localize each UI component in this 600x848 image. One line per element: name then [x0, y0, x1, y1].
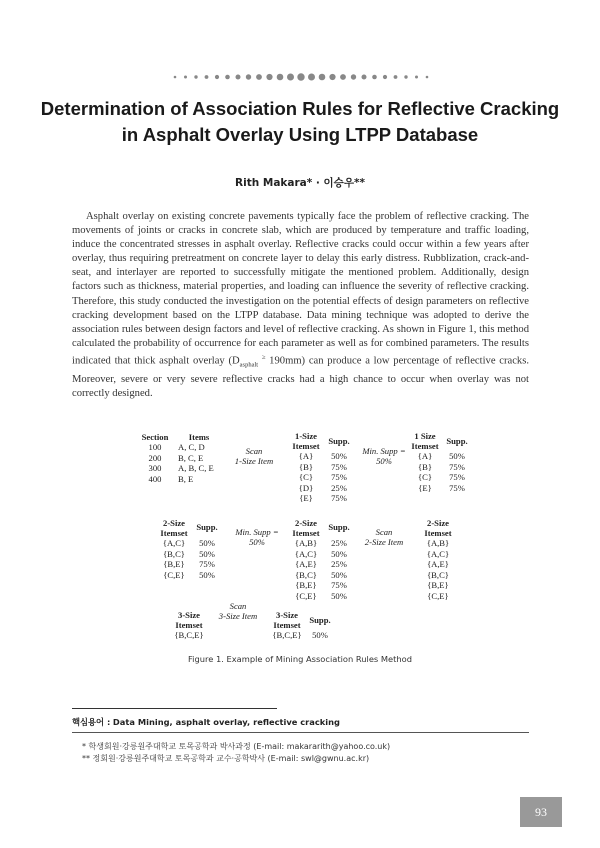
l2-header: 2-Size: [163, 518, 185, 528]
c1-support: 50%: [331, 451, 347, 461]
paper-title: [40, 96, 560, 148]
c2-candidate-itemset: {B,E}: [427, 580, 449, 590]
keywords-label: 핵심용어 :: [72, 717, 111, 727]
scan-label: Scan: [229, 601, 247, 611]
title-line-1: Determination of Association Rules for Reflective Cracking: [40, 98, 560, 119]
c1-header: Itemset: [292, 441, 320, 451]
c2-candidate-itemset: {A,E}: [427, 559, 449, 569]
min-support-label: 50%: [249, 537, 265, 547]
c1-itemset: {C}: [299, 472, 313, 482]
l1-supp-header: Supp.: [446, 436, 468, 446]
dot: [215, 75, 219, 79]
dot: [308, 74, 315, 81]
l1-support: 75%: [449, 482, 465, 493]
dot: [297, 73, 304, 80]
l1-itemset: {A}: [417, 451, 433, 461]
footnote-2: ** 정회원·강릉원주대학교 토목공학과 교수·공학박사 (E-mail: swl@gwnu.ac.kr): [82, 754, 370, 763]
keywords: [72, 716, 340, 728]
l2-supp-header: Supp.: [196, 522, 218, 532]
scan-label: 2-Size Item: [364, 537, 404, 547]
scan-label: 3-Size Item: [218, 611, 258, 621]
dot: [394, 75, 398, 79]
figure-caption: Figure 1. Example of Mining Association Rules Method: [188, 654, 412, 664]
l2-support: 75%: [199, 559, 215, 569]
l2-itemset: {C,E}: [163, 569, 185, 580]
abstract-symbol: ≥: [261, 353, 266, 361]
dot: [340, 74, 346, 80]
db-items-cell: B, E: [178, 473, 194, 484]
c2-itemset: {A,B}: [294, 538, 318, 548]
c2-support: 25%: [331, 559, 347, 569]
c1-support: 75%: [331, 461, 347, 472]
db-items-cell: A, C, D: [178, 442, 205, 452]
dot: [415, 76, 418, 79]
c1-support: 25%: [331, 482, 347, 493]
l1-itemset: {E}: [418, 482, 432, 493]
c3-itemset: {B,C,E}: [174, 630, 204, 640]
abstract-text-1: Asphalt overlay on existing concrete pavements typically face the problem of reflective cracking. The movements of joints or cracks in concrete slab, which are produced by temperature and traffic loading, induce the concentrated stresses in asphalt overlay. Reflective cracks could occur within a few years after overlay, thus requiring pretreatment on concrete layer to delay this early distress. Rubblization, crack-and-seat, and interlayer are reported to successfully mitigate the mentioned problem. Additionally, design factors such as thickness, material properties, and loading can influence the severity of reflective cracking. Therefore, this study conducted the investigation on the potential effects of design parameters on reflective cracking development based on the LTPP database. Data mining technique was adopted to derive the association rules between design factors and level of reflective cracking. As shown in Figure 1, this method calculated the probability of occurrence for each parameter as well as for combined parameters. The results indicated that thick asphalt overlay (D: [72, 211, 529, 367]
c2-candidate-itemset: {A,B}: [426, 538, 450, 548]
dot: [256, 74, 262, 80]
decorative-dot-row: [170, 72, 432, 82]
dot: [329, 74, 335, 80]
dot: [174, 76, 177, 79]
c3-header: 3-Size: [178, 610, 200, 620]
c2-support: 50%: [331, 590, 347, 601]
dot: [277, 74, 284, 81]
abstract-text-2: 190mm) can produce a low percentage of reflective cracks. Moreover, severe or very severe reflective cracks had a high chance to occur when overlay was not correctly designed.: [72, 355, 529, 399]
c2-itemset: {A,E}: [295, 559, 317, 569]
dot: [184, 76, 187, 79]
c1-supp-header: Supp.: [328, 436, 350, 446]
dot: [225, 75, 230, 80]
scan-label: Scan: [245, 446, 263, 456]
title-line-2: in Asphalt Overlay Using LTPP Database: [121, 124, 479, 145]
footnote-rule: [72, 732, 529, 733]
c1-itemset: {D}: [298, 482, 314, 493]
l2-support: 50%: [199, 569, 215, 580]
l1-support: 75%: [449, 461, 465, 472]
c2-itemset: {C,E}: [295, 590, 317, 601]
dot: [246, 74, 251, 79]
c1-header: 1-Size: [295, 431, 317, 441]
db-items-cell: A, B, C, E: [178, 463, 214, 473]
dot: [426, 76, 429, 79]
c2-support: 75%: [331, 580, 347, 590]
dot: [266, 74, 272, 80]
db-section-cell: 100: [148, 442, 162, 452]
c1-itemset: {E}: [299, 493, 313, 503]
l1-itemset: {B}: [418, 461, 432, 472]
dot: [351, 74, 356, 79]
footnote-1: * 학생회원·강릉원주대학교 토목공학과 박사과정 (E-mail: makararith@yahoo.co.uk): [82, 742, 391, 751]
l1-header: 1 Size: [414, 431, 436, 441]
c2-candidate-itemset: {A,C}: [426, 548, 450, 559]
db-header-section: Section: [141, 432, 169, 442]
keywords-text: Data Mining, asphalt overlay, reflective cracking: [112, 717, 340, 727]
l2-itemset: {B,C}: [163, 548, 185, 559]
l2-header: Itemset: [160, 528, 188, 538]
abstract-subscript: asphalt: [239, 361, 259, 369]
l3-itemset: {B,C,E}: [272, 630, 302, 640]
c1-itemset: {B}: [299, 461, 313, 472]
c2-header: 2-Size: [295, 518, 317, 528]
scan-label: 1-Size Item: [234, 456, 274, 466]
l2-itemset: {B,E}: [163, 559, 185, 569]
c2-support: 50%: [331, 548, 347, 559]
c2-support: 25%: [331, 538, 347, 548]
abstract: [72, 210, 529, 401]
c1-support: 75%: [331, 493, 347, 503]
dot: [205, 75, 209, 79]
l1-header: Itemset: [411, 441, 439, 451]
l1-support: 75%: [449, 472, 465, 482]
dot: [194, 75, 197, 78]
c2-itemset: {B,C}: [295, 569, 317, 580]
c2-itemset: {B,E}: [295, 580, 317, 590]
l3-supp-header: Supp.: [309, 615, 331, 625]
db-section-cell: 400: [148, 473, 162, 484]
db-section-cell: 300: [148, 463, 162, 473]
c1-support: 75%: [331, 472, 347, 482]
dot: [236, 75, 241, 80]
min-support-label: Min. Supp =: [362, 446, 406, 456]
dot: [372, 75, 377, 80]
c2-itemset: {A,C}: [294, 548, 318, 559]
c3-header: Itemset: [175, 620, 203, 630]
keywords-rule: [72, 708, 277, 709]
l3-support: 50%: [312, 630, 328, 640]
c2-header: Itemset: [292, 528, 320, 538]
c2-candidate-header: Itemset: [424, 528, 452, 538]
c2-candidate-itemset: {B,C}: [427, 569, 449, 580]
dot: [404, 75, 407, 78]
l1-support: 50%: [449, 451, 465, 461]
l2-itemset: {A,C}: [162, 538, 186, 548]
l3-header: Itemset: [273, 620, 301, 630]
c2-candidate-itemset: {C,E}: [427, 590, 449, 601]
min-support-label: Min. Supp =: [235, 527, 279, 537]
c2-candidate-header: 2-Size: [427, 518, 449, 528]
db-header-items: Items: [188, 432, 210, 442]
c2-supp-header: Supp.: [328, 522, 350, 532]
c1-itemset: {A}: [298, 451, 314, 461]
l3-header: 3-Size: [276, 610, 298, 620]
authors: Rith Makara* · 이승우**: [235, 177, 365, 189]
l2-support: 50%: [199, 548, 215, 559]
c2-support: 50%: [331, 569, 347, 580]
scan-label: Scan: [375, 527, 393, 537]
db-section-cell: 200: [148, 452, 162, 463]
dot: [319, 74, 326, 81]
dot: [362, 75, 367, 80]
min-support-label: 50%: [376, 456, 392, 466]
db-items-cell: B, C, E: [178, 452, 204, 463]
dot: [287, 74, 294, 81]
page-number: 93: [520, 797, 562, 827]
l2-support: 50%: [199, 538, 215, 548]
l1-itemset: {C}: [418, 472, 432, 482]
dot: [383, 75, 387, 79]
